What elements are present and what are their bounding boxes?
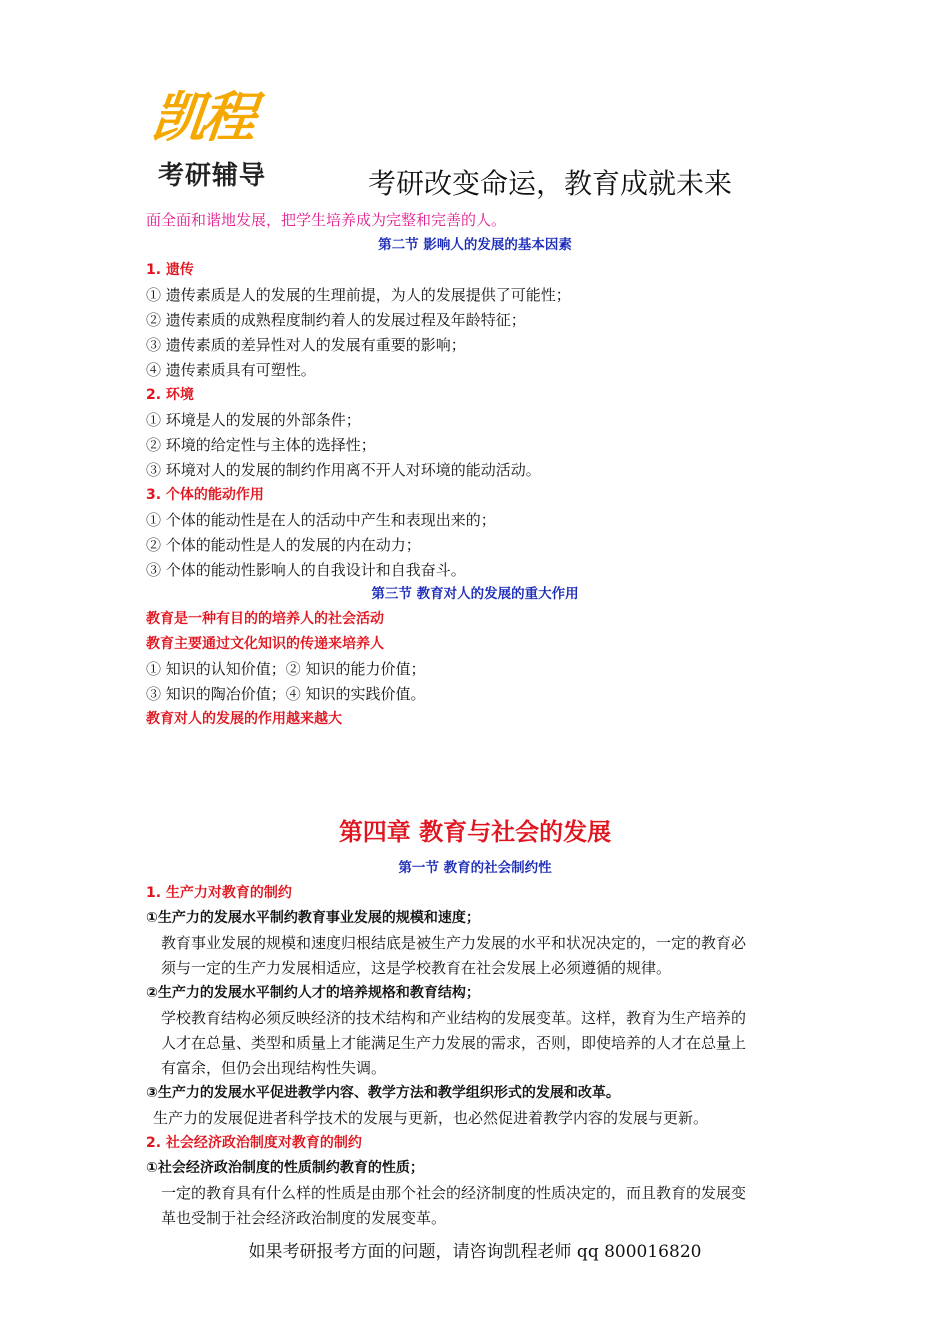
list-item: ③ 遗传素质的差异性对人的发展有重要的影响； [146, 336, 466, 354]
list-item: ③ 个体的能动性影响人的自我设计和自我奋斗。 [146, 561, 466, 579]
list-item: ① 遗传素质是人的发展的生理前提，为人的发展提供了可能性； [146, 286, 571, 304]
list-item: ③ 环境对人的发展的制约作用离不开人对环境的能动活动。 [146, 461, 541, 479]
list-item: ② 环境的给定性与主体的选择性； [146, 436, 376, 454]
chapter-title: 第四章 教育与社会的发展 [338, 818, 612, 846]
list-item: ④ 遗传素质具有可塑性。 [146, 361, 316, 379]
list-item: ① 个体的能动性是在人的活动中产生和表现出来的； [146, 511, 496, 529]
section-heading: 第三节 教育对人的发展的重大作用 [371, 586, 579, 602]
paragraph-line: 生产力的发展促进者科学技术的发展与更新，也必然促进着教学内容的发展与更新。 [153, 1109, 709, 1127]
kaicheng-logo [148, 82, 302, 200]
list-item: ① 环境是人的发展的外部条件； [146, 411, 361, 429]
point-heading: ①生产力的发展水平制约教育事业发展的规模和速度； [146, 910, 480, 926]
paragraph-line: 须与一定的生产力发展相适应，这是学校教育在社会发展上必须遵循的规律。 [161, 959, 672, 977]
header-slogan: 考研改变命运，教育成就未来 [368, 167, 733, 200]
paragraph-line: 教育事业发展的规模和速度归根结底是被生产力发展的水平和状况决定的，一定的教育必 [161, 934, 747, 952]
continued-text: 面全面和谐地发展，把学生培养成为完整和完善的人。 [146, 211, 507, 229]
list-item: ③ 知识的陶冶价值；④ 知识的实践价值。 [146, 685, 426, 703]
paragraph-line: 革也受制于社会经济政治制度的发展变革。 [161, 1209, 447, 1227]
subheading: 教育是一种有目的的培养人的社会活动 [146, 611, 384, 627]
list-item: ② 遗传素质的成熟程度制约着人的发展过程及年龄特征； [146, 311, 526, 329]
paragraph-line: 一定的教育具有什么样的性质是由那个社会的经济制度的性质决定的，而且教育的发展变 [161, 1184, 747, 1202]
subheading: 教育主要通过文化知识的传递来培养人 [146, 636, 384, 652]
paragraph-line: 人才在总量、类型和质量上才能满足生产力发展的需求，否则，即使培养的人才在总量上 [161, 1034, 747, 1052]
logo-mark: 凯程 [148, 86, 256, 149]
subheading: 3. 个体的能动作用 [146, 487, 264, 503]
list-item: ① 知识的认知价值；② 知识的能力价值； [146, 660, 426, 678]
point-heading: ①社会经济政治制度的性质制约教育的性质； [146, 1160, 424, 1176]
footer-contact: 如果考研报考方面的问题，请咨询凯程老师 qq 800016820 [248, 1242, 702, 1262]
subheading: 1. 遗传 [146, 262, 194, 278]
subheading: 教育对人的发展的作用越来越大 [146, 711, 342, 727]
paragraph-line: 有富余，但仍会出现结构性失调。 [161, 1059, 387, 1077]
section-heading: 第一节 教育的社会制约性 [398, 860, 552, 876]
point-heading: ③生产力的发展水平促进教学内容、教学方法和教学组织形式的发展和改革。 [146, 1085, 620, 1101]
point-heading: ②生产力的发展水平制约人才的培养规格和教育结构； [146, 985, 480, 1001]
list-item: ② 个体的能动性是人的发展的内在动力； [146, 536, 421, 554]
logo-subtitle: 考研辅导 [158, 161, 267, 191]
subheading: 2. 环境 [146, 387, 194, 403]
section-heading: 第二节 影响人的发展的基本因素 [378, 237, 572, 253]
subheading: 2. 社会经济政治制度对教育的制约 [146, 1135, 362, 1151]
subheading: 1. 生产力对教育的制约 [146, 885, 292, 901]
paragraph-line: 学校教育结构必须反映经济的技术结构和产业结构的发展变革。这样，教育为生产培养的 [161, 1009, 747, 1027]
